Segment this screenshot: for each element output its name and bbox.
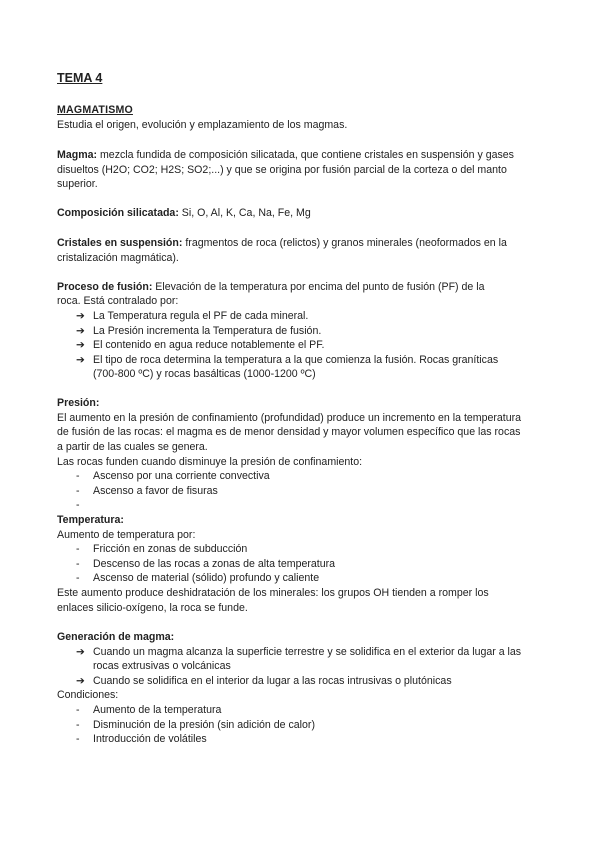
generacion-label: Generación de magma: <box>57 631 175 643</box>
temperatura-label: Temperatura: <box>57 514 124 526</box>
magma-line-3: superior. <box>57 178 98 190</box>
cristales-line-1: Cristales en suspensión: fragmentos de roca (relictos) y granos minerales (neoformados en la <box>57 237 507 249</box>
composicion-line: Composición silicatada: Si, O, Al, K, Ca, Na, Fe, Mg <box>57 207 311 219</box>
presion-line-3: a partir de las cuales se genera. <box>57 441 208 453</box>
dash-icon: - <box>76 485 80 497</box>
fusion-bullet-1: La Temperatura regula el PF de cada mineral. <box>93 310 309 322</box>
presion-line-1: El aumento en la presión de confinamiento (profundidad) produce un incremento en la temperatura <box>57 412 522 424</box>
magma-line-1: Magma: mezcla fundida de composición silicatada, que contiene cristales en suspensión y gases <box>57 149 514 161</box>
dash-icon: - <box>76 704 80 716</box>
generacion-bullet-1: Cuando un magma alcanza la superficie terrestre y se solidifica en el exterior da lugar a las <box>93 646 522 658</box>
magma-line-2: disueltos (H2O; CO2; H2S; SO2;...) y que se origina por fusión parcial de la corteza o del manto <box>57 164 507 176</box>
dash-icon: - <box>76 543 80 555</box>
magma-label: Magma: <box>57 149 98 161</box>
fusion-bullet-2: La Presión incrementa la Temperatura de fusión. <box>93 325 322 337</box>
temperatura-item-3: Ascenso de material (sólido) profundo y caliente <box>93 572 320 584</box>
generacion-bullet-1-cont: rocas extrusivas o volcánicas <box>93 660 231 672</box>
presion-item-2: Ascenso a favor de fisuras <box>93 485 218 497</box>
fusion-bullet-3: El contenido en agua reduce notablemente el PF. <box>93 339 325 351</box>
dash-icon: - <box>76 499 80 511</box>
condiciones-label: Condiciones: <box>57 689 119 701</box>
condicion-item-3: Introducción de volátiles <box>93 733 207 745</box>
dash-icon: - <box>76 719 80 731</box>
arrow-icon: ➔ <box>76 310 85 322</box>
magmatismo-desc: Estudia el origen, evolución y emplazamiento de los magmas. <box>57 119 348 131</box>
fusion-label: Proceso de fusión: <box>57 281 153 293</box>
arrow-icon: ➔ <box>76 354 85 366</box>
presion-line-4: Las rocas funden cuando disminuye la presión de confinamiento: <box>57 456 363 468</box>
arrow-icon: ➔ <box>76 646 85 658</box>
generacion-bullet-2: Cuando se solidifica en el interior da lugar a las rocas intrusivas o plutónicas <box>93 675 452 687</box>
arrow-icon: ➔ <box>76 675 85 687</box>
temperatura-line-1: Este aumento produce deshidratación de los minerales: los grupos OH tienden a romper los <box>57 587 489 599</box>
temperatura-line-2: enlaces silicio-oxígeno, la roca se funde. <box>57 602 248 614</box>
temperatura-item-2: Descenso de las rocas a zonas de alta temperatura <box>93 558 336 570</box>
condicion-item-2: Disminución de la presión (sin adición de calor) <box>93 719 315 731</box>
cristales-label: Cristales en suspensión: <box>57 237 183 249</box>
dash-icon: - <box>76 470 80 482</box>
temperatura-item-1: Fricción en zonas de subducción <box>93 543 248 555</box>
presion-item-1: Ascenso por una corriente convectiva <box>93 470 270 482</box>
page-title: TEMA 4 <box>57 71 103 85</box>
cristales-line-2: cristalización magmática). <box>57 252 179 264</box>
fusion-bullet-4: El tipo de roca determina la temperatura a la que comienza la fusión. Rocas graníticas <box>93 354 499 366</box>
temperatura-intro: Aumento de temperatura por: <box>57 529 196 541</box>
presion-line-2: de fusión de las rocas: el magma es de menor densidad y mayor volumen específico que las rocas <box>57 426 521 438</box>
dash-icon: - <box>76 572 80 584</box>
arrow-icon: ➔ <box>76 339 85 351</box>
dash-icon: - <box>76 558 80 570</box>
fusion-line-2: roca. Está contralado por: <box>57 295 179 307</box>
condicion-item-1: Aumento de la temperatura <box>93 704 222 716</box>
arrow-icon: ➔ <box>76 325 85 337</box>
heading-magmatismo: MAGMATISMO <box>57 104 133 116</box>
dash-icon: - <box>76 733 80 745</box>
fusion-bullet-4-cont: (700-800 ºC) y rocas basálticas (1000-1200 ºC) <box>93 368 316 380</box>
fusion-line-1: Proceso de fusión: Elevación de la temperatura por encima del punto de fusión (PF) de la <box>57 281 485 293</box>
presion-label: Presión: <box>57 397 100 409</box>
composicion-label: Composición silicatada: <box>57 207 179 219</box>
